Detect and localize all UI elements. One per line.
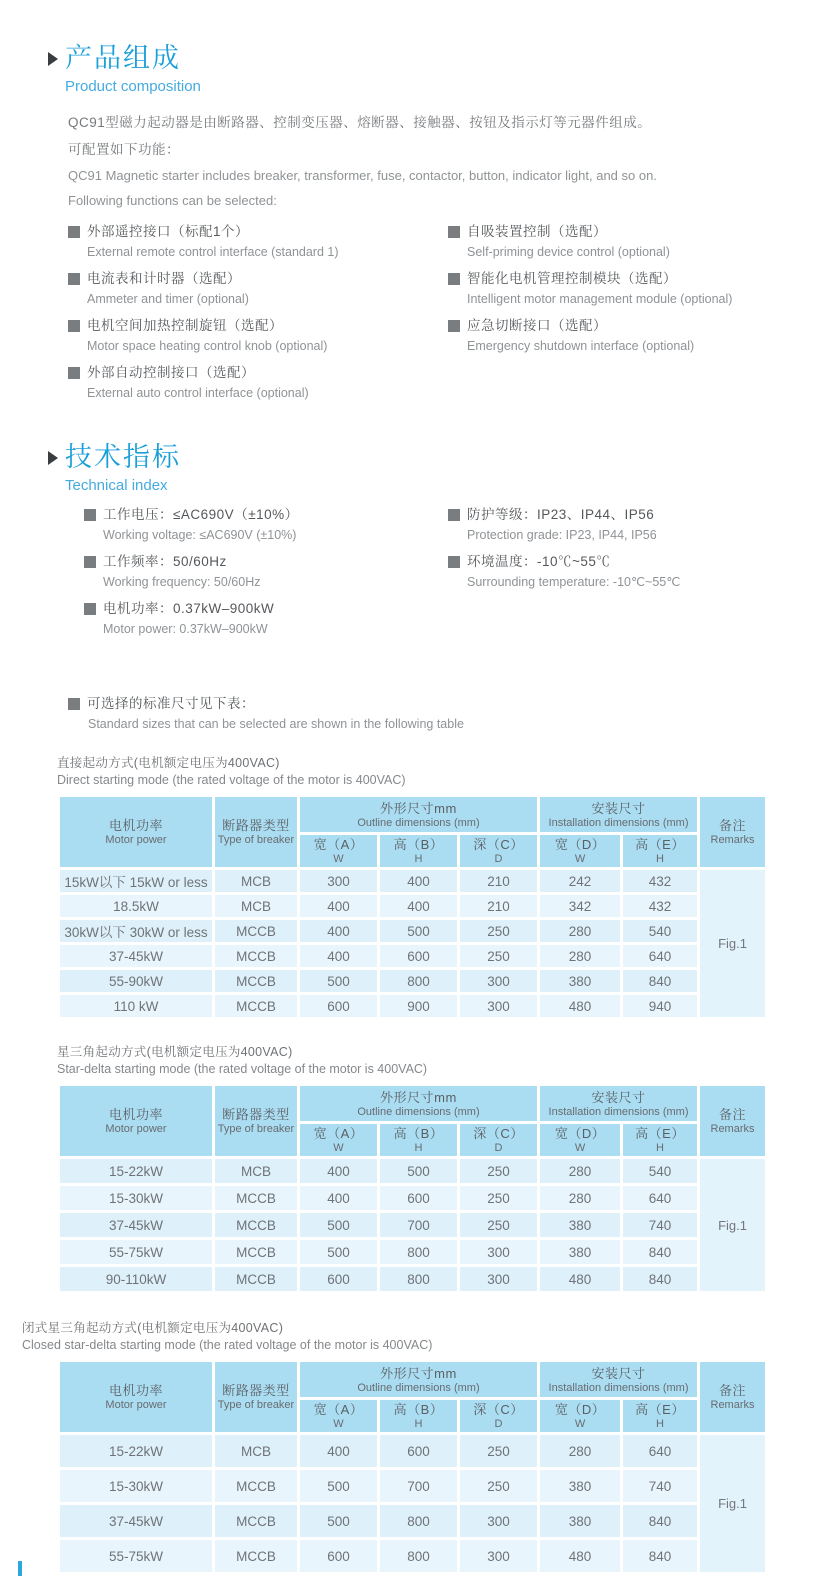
- table-cell: 840: [622, 1504, 699, 1539]
- table-row: [59, 994, 767, 1019]
- table-cell: 740: [622, 1469, 699, 1504]
- description-en-line1: QC91 Magnetic starter includes breaker, transformer, fuse, contactor, button, indicator light, and so on.: [68, 168, 657, 183]
- table-cell: 500: [299, 1212, 379, 1239]
- table-cell: 800: [379, 1239, 459, 1266]
- note-en-text: Standard sizes that can be selected are shown in the following table: [88, 717, 464, 731]
- square-bullet-icon: [68, 320, 80, 332]
- table-row: [59, 1434, 767, 1469]
- table-cell: 380: [539, 1239, 622, 1266]
- table-cell: 342: [539, 894, 622, 919]
- table-cell: 700: [379, 1212, 459, 1239]
- table-cell: 500: [299, 1239, 379, 1266]
- table-cell: 15-30kW: [59, 1185, 214, 1212]
- header-height-e: 高（E） H: [622, 1399, 699, 1434]
- item-text-en: Emergency shutdown interface (optional): [467, 339, 695, 353]
- table-cell: MCCB: [214, 994, 299, 1019]
- header-width-a: 宽（A） W: [299, 1399, 379, 1434]
- table-cell: 300: [299, 869, 379, 894]
- table-cell: MCB: [214, 1158, 299, 1185]
- list-item: [448, 221, 732, 262]
- table-cell: MCCB: [214, 1185, 299, 1212]
- table-cell: 740: [622, 1212, 699, 1239]
- item-text-zh: 工作电压：≤AC690V（±10%）: [103, 507, 299, 522]
- header-installation-dimensions: 安装尺寸 Installation dimensions (mm): [539, 1361, 699, 1399]
- header-remarks: 备注 Remarks: [699, 1361, 767, 1434]
- triangle-bullet-icon: [48, 451, 58, 465]
- table-cell: MCCB: [214, 1239, 299, 1266]
- table-cell: 400: [299, 1158, 379, 1185]
- square-bullet-icon: [84, 509, 96, 521]
- section-technical-index: [48, 441, 830, 496]
- table-cell: 15-22kW: [59, 1434, 214, 1469]
- list-item: [68, 221, 448, 262]
- table-cell: 840: [622, 1266, 699, 1293]
- description-zh-line1: QC91型磁力起动器是由断路器、控制变压器、熔断器、接触器、按钮及指示灯等元器件组成。: [68, 115, 652, 130]
- table-cell: MCCB: [214, 944, 299, 969]
- square-bullet-icon: [68, 273, 80, 285]
- standard-sizes-note: [68, 693, 830, 735]
- table-cell: 840: [622, 969, 699, 994]
- item-text-en: Working frequency: 50/60Hz: [103, 575, 261, 589]
- table-cell: 600: [299, 1266, 379, 1293]
- table-cell: 400: [299, 919, 379, 944]
- table-cell: 432: [622, 869, 699, 894]
- header-motor-power: 电机功率 Motor power: [59, 1085, 214, 1158]
- table-cell: 500: [379, 1158, 459, 1185]
- header-outline-dimensions: 外形尺寸mm Outline dimensions (mm): [299, 1085, 539, 1123]
- table-cell: 90-110kW: [59, 1266, 214, 1293]
- header-depth-c: 深（C） D: [459, 1399, 539, 1434]
- item-text-en: Self-priming device control (optional): [467, 245, 670, 259]
- item-text-zh: 智能化电机管理控制模块（选配）: [467, 271, 677, 286]
- table-cell: 55-75kW: [59, 1539, 214, 1574]
- table-cell: 300: [459, 969, 539, 994]
- feature-columns: [68, 221, 830, 409]
- table-cell: 380: [539, 969, 622, 994]
- table-cell: MCCB: [214, 1266, 299, 1293]
- item-text-zh: 外部自动控制接口（选配）: [87, 365, 255, 380]
- item-text-en: External auto control interface (optional): [87, 386, 309, 400]
- item-text-en: Ammeter and timer (optional): [87, 292, 249, 306]
- table-cell: 600: [379, 1434, 459, 1469]
- list-item: [84, 504, 448, 545]
- header-installation-dimensions: 安装尺寸 Installation dimensions (mm): [539, 1085, 699, 1123]
- item-text-en: Protection grade: IP23, IP44, IP56: [467, 528, 657, 542]
- list-item: [448, 315, 732, 356]
- item-text-zh: 外部遥控接口（标配1个）: [87, 224, 250, 239]
- section-product-composition: [48, 42, 830, 97]
- list-item: [448, 551, 680, 592]
- table-cell: MCCB: [214, 1469, 299, 1504]
- section-title-zh: 技术指标: [65, 442, 181, 472]
- square-bullet-icon: [68, 698, 80, 710]
- header-motor-power: 电机功率 Motor power: [59, 1361, 214, 1434]
- table-row: [59, 1185, 767, 1212]
- table-cell: 300: [459, 1239, 539, 1266]
- table-cell: 840: [622, 1539, 699, 1574]
- header-width-d: 宽（D） W: [539, 1399, 622, 1434]
- table-cell: 600: [299, 994, 379, 1019]
- table-cell: 800: [379, 1539, 459, 1574]
- header-width-a: 宽（A） W: [299, 834, 379, 869]
- header-outline-dimensions: 外形尺寸mm Outline dimensions (mm): [299, 796, 539, 834]
- header-width-d: 宽（D） W: [539, 834, 622, 869]
- table-cell: 500: [299, 1504, 379, 1539]
- table-row: [59, 1266, 767, 1293]
- table-caption-zh: 星三角起动方式(电机额定电压为400VAC): [57, 1045, 293, 1059]
- header-remarks: 备注 Remarks: [699, 796, 767, 869]
- table-cell: 600: [379, 1185, 459, 1212]
- table-block-direct-starting: [57, 755, 830, 1020]
- table-cell: 640: [622, 944, 699, 969]
- list-item: [68, 268, 448, 309]
- product-description: [68, 109, 830, 213]
- table-cell: 900: [379, 994, 459, 1019]
- table-header: [59, 1085, 767, 1158]
- item-text-zh: 自吸装置控制（选配）: [467, 224, 607, 239]
- table-cell: 300: [459, 1539, 539, 1574]
- spec-list-right: [448, 504, 680, 645]
- table-cell: 300: [459, 994, 539, 1019]
- feature-list-right: [448, 221, 732, 409]
- table-block-star-delta: [57, 1044, 830, 1294]
- closed-star-delta-table: [57, 1359, 768, 1575]
- table-cell: 55-90kW: [59, 969, 214, 994]
- item-text-zh: 环境温度：-10℃~55℃: [467, 554, 611, 569]
- remark-cell: Fig.1: [699, 1434, 767, 1574]
- table-cell: 400: [299, 1185, 379, 1212]
- list-item: [448, 504, 680, 545]
- table-cell: MCCB: [214, 969, 299, 994]
- table-cell: 250: [459, 919, 539, 944]
- list-item: [448, 268, 732, 309]
- table-cell: 30kW以下 30kW or less: [59, 919, 214, 944]
- item-text-en: Intelligent motor management module (optional): [467, 292, 733, 306]
- table-row: [59, 1239, 767, 1266]
- list-item: [68, 315, 448, 356]
- table-cell: 500: [299, 1469, 379, 1504]
- item-text-en: Motor space heating control knob (optional): [87, 339, 328, 353]
- table-cell: 380: [539, 1469, 622, 1504]
- table-cell: 280: [539, 944, 622, 969]
- table-cell: 15-30kW: [59, 1469, 214, 1504]
- square-bullet-icon: [68, 367, 80, 379]
- table-cell: 640: [622, 1434, 699, 1469]
- table-caption: [57, 1044, 830, 1078]
- table-cell: 210: [459, 869, 539, 894]
- table-cell: 500: [299, 969, 379, 994]
- header-depth-c: 深（C） D: [459, 834, 539, 869]
- item-text-zh: 电流表和计时器（选配）: [87, 271, 241, 286]
- table-row: [59, 1158, 767, 1185]
- table-header: [59, 796, 767, 869]
- table-cell: 540: [622, 919, 699, 944]
- table-cell: 37-45kW: [59, 1504, 214, 1539]
- direct-starting-table: [57, 794, 768, 1020]
- square-bullet-icon: [68, 226, 80, 238]
- table-cell: 500: [379, 919, 459, 944]
- table-cell: 280: [539, 1185, 622, 1212]
- table-cell: 400: [299, 894, 379, 919]
- section-title-en: Technical index: [65, 477, 168, 494]
- table-cell: 840: [622, 1239, 699, 1266]
- table-block-closed-star-delta: [22, 1320, 830, 1575]
- table-cell: 380: [539, 1212, 622, 1239]
- table-row: [59, 1539, 767, 1574]
- header-outline-dimensions: 外形尺寸mm Outline dimensions (mm): [299, 1361, 539, 1399]
- table-caption-en: Closed star-delta starting mode (the rated voltage of the motor is 400VAC): [22, 1338, 433, 1352]
- table-cell: 800: [379, 969, 459, 994]
- star-delta-table: [57, 1083, 768, 1294]
- header-breaker-type: 断路器类型 Type of breaker: [214, 1361, 299, 1434]
- table-row: [59, 944, 767, 969]
- table-caption-zh: 闭式星三角起动方式(电机额定电压为400VAC): [22, 1321, 284, 1335]
- note-zh-text: 可选择的标准尺寸见下表：: [87, 696, 255, 711]
- description-en-line2: Following functions can be selected:: [68, 193, 277, 208]
- table-cell: 432: [622, 894, 699, 919]
- table-cell: 400: [379, 869, 459, 894]
- table-row: [59, 1469, 767, 1504]
- table-cell: 380: [539, 1504, 622, 1539]
- spec-list-left: [84, 504, 448, 645]
- section-title-zh: 产品组成: [65, 43, 181, 73]
- table-cell: 540: [622, 1158, 699, 1185]
- table-cell: 640: [622, 1185, 699, 1212]
- header-height-b: 高（B） H: [379, 1123, 459, 1158]
- table-cell: MCCB: [214, 1539, 299, 1574]
- square-bullet-icon: [448, 226, 460, 238]
- header-installation-dimensions: 安装尺寸 Installation dimensions (mm): [539, 796, 699, 834]
- table-body: [59, 869, 767, 1019]
- table-row: [59, 869, 767, 894]
- table-cell: MCCB: [214, 1212, 299, 1239]
- table-row: [59, 894, 767, 919]
- square-bullet-icon: [84, 603, 96, 615]
- table-cell: 15kW以下 15kW or less: [59, 869, 214, 894]
- item-text-en: External remote control interface (standard 1): [87, 245, 339, 259]
- table-cell: 480: [539, 1539, 622, 1574]
- table-header: [59, 1361, 767, 1434]
- item-text-zh: 应急切断接口（选配）: [467, 318, 607, 333]
- table-cell: 250: [459, 1158, 539, 1185]
- table-row: [59, 1212, 767, 1239]
- table-cell: 250: [459, 1434, 539, 1469]
- table-cell: 250: [459, 944, 539, 969]
- description-zh-line2: 可配置如下功能：: [68, 142, 180, 157]
- table-cell: MCCB: [214, 1504, 299, 1539]
- remark-cell: Fig.1: [699, 869, 767, 1019]
- table-caption-en: Direct starting mode (the rated voltage of the motor is 400VAC): [57, 773, 406, 787]
- table-cell: 480: [539, 994, 622, 1019]
- square-bullet-icon: [448, 509, 460, 521]
- header-remarks: 备注 Remarks: [699, 1085, 767, 1158]
- feature-list-left: [68, 221, 448, 409]
- table-cell: 242: [539, 869, 622, 894]
- item-text-zh: 电机空间加热控制旋钮（选配）: [87, 318, 283, 333]
- table-cell: 280: [539, 919, 622, 944]
- list-item: [84, 598, 448, 639]
- table-cell: MCB: [214, 894, 299, 919]
- square-bullet-icon: [84, 556, 96, 568]
- table-cell: 800: [379, 1504, 459, 1539]
- table-cell: 250: [459, 1212, 539, 1239]
- table-caption-en: Star-delta starting mode (the rated voltage of the motor is 400VAC): [57, 1062, 428, 1076]
- item-text-en: Working voltage: ≤AC690V (±10%): [103, 528, 297, 542]
- table-cell: 700: [379, 1469, 459, 1504]
- table-cell: 400: [299, 944, 379, 969]
- table-cell: 600: [299, 1539, 379, 1574]
- table-cell: 300: [459, 1504, 539, 1539]
- header-depth-c: 深（C） D: [459, 1123, 539, 1158]
- table-cell: 55-75kW: [59, 1239, 214, 1266]
- table-caption: [22, 1320, 830, 1354]
- item-text-zh: 工作频率：50/60Hz: [103, 554, 227, 569]
- table-cell: MCCB: [214, 919, 299, 944]
- table-cell: 480: [539, 1266, 622, 1293]
- table-cell: 280: [539, 1158, 622, 1185]
- table-caption: [57, 755, 830, 789]
- remark-cell: Fig.1: [699, 1158, 767, 1293]
- square-bullet-icon: [448, 273, 460, 285]
- table-cell: 940: [622, 994, 699, 1019]
- table-cell: 110 kW: [59, 994, 214, 1019]
- header-height-e: 高（E） H: [622, 1123, 699, 1158]
- page-corner-mark: [18, 1561, 22, 1576]
- table-cell: 800: [379, 1266, 459, 1293]
- section-title-en: Product composition: [65, 78, 201, 95]
- table-body: [59, 1158, 767, 1293]
- table-cell: 280: [539, 1434, 622, 1469]
- item-text-en: Surrounding temperature: -10℃~55℃: [467, 575, 681, 589]
- table-cell: 18.5kW: [59, 894, 214, 919]
- table-caption-zh: 直接起动方式(电机额定电压为400VAC): [57, 756, 280, 770]
- header-breaker-type: 断路器类型 Type of breaker: [214, 796, 299, 869]
- table-cell: 15-22kW: [59, 1158, 214, 1185]
- item-text-en: Motor power: 0.37kW–900kW: [103, 622, 268, 636]
- table-cell: 37-45kW: [59, 944, 214, 969]
- square-bullet-icon: [448, 556, 460, 568]
- header-width-a: 宽（A） W: [299, 1123, 379, 1158]
- table-cell: 300: [459, 1266, 539, 1293]
- table-row: [59, 919, 767, 944]
- table-cell: MCB: [214, 869, 299, 894]
- spec-columns: [84, 504, 830, 645]
- table-cell: 37-45kW: [59, 1212, 214, 1239]
- table-body: [59, 1434, 767, 1574]
- table-cell: 400: [379, 894, 459, 919]
- item-text-zh: 电机功率：0.37kW–900kW: [103, 601, 275, 616]
- table-cell: 250: [459, 1185, 539, 1212]
- header-height-e: 高（E） H: [622, 834, 699, 869]
- table-row: [59, 1504, 767, 1539]
- table-cell: 600: [379, 944, 459, 969]
- square-bullet-icon: [448, 320, 460, 332]
- list-item: [84, 551, 448, 592]
- header-height-b: 高（B） H: [379, 834, 459, 869]
- table-cell: 250: [459, 1469, 539, 1504]
- header-width-d: 宽（D） W: [539, 1123, 622, 1158]
- table-cell: 400: [299, 1434, 379, 1469]
- triangle-bullet-icon: [48, 52, 58, 66]
- header-motor-power: 电机功率 Motor power: [59, 796, 214, 869]
- header-breaker-type: 断路器类型 Type of breaker: [214, 1085, 299, 1158]
- table-cell: MCB: [214, 1434, 299, 1469]
- header-height-b: 高（B） H: [379, 1399, 459, 1434]
- table-row: [59, 969, 767, 994]
- table-cell: 210: [459, 894, 539, 919]
- list-item: [68, 362, 448, 403]
- item-text-zh: 防护等级：IP23、IP44、IP56: [467, 507, 655, 522]
